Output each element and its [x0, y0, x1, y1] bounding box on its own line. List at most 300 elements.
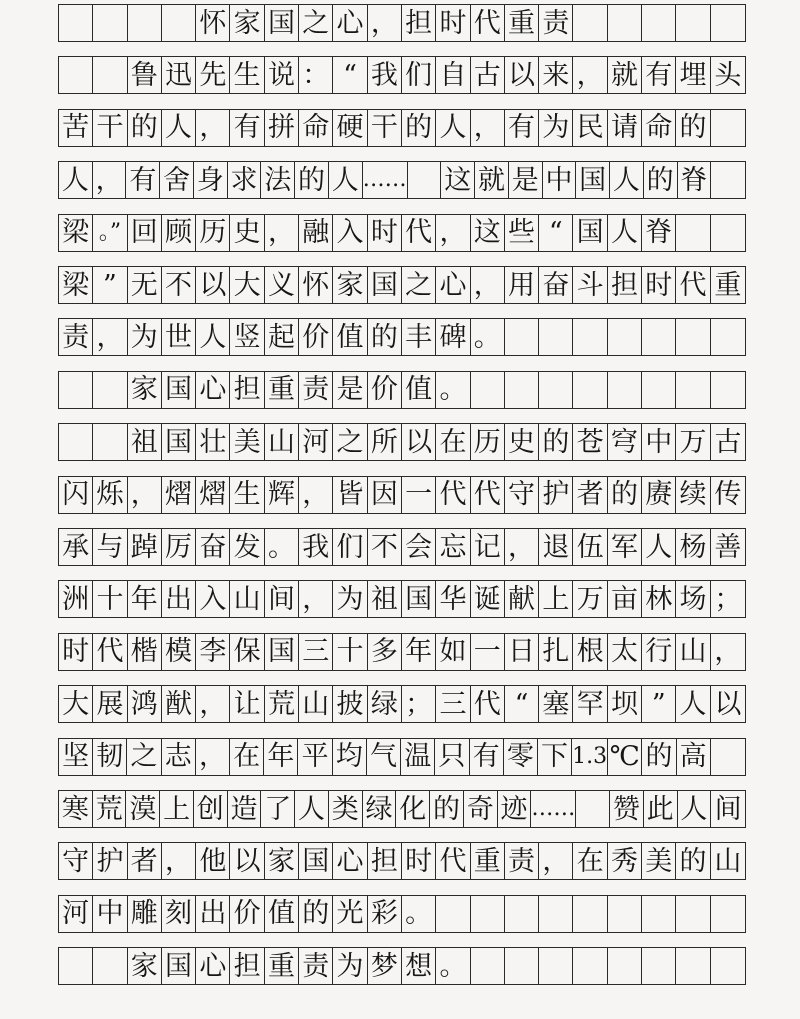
- grid-cell: 绿: [363, 791, 397, 827]
- grid-cell: 猷: [162, 686, 196, 722]
- grid-cell: 秀: [608, 843, 642, 879]
- grid-cell: 来: [539, 57, 573, 93]
- grid-cell: 顾: [162, 215, 196, 251]
- grid-cell: 想: [402, 948, 436, 984]
- grid-cell: 的: [676, 110, 710, 146]
- grid-cell: 责: [299, 948, 333, 984]
- grid-cell: 起: [265, 319, 299, 355]
- grid-cell: 人: [196, 319, 230, 355]
- grid-cell: 有: [470, 739, 504, 775]
- grid-cell: 彩: [368, 896, 402, 932]
- grid-cell: 以: [196, 267, 230, 303]
- grid-cell: [539, 896, 573, 932]
- grid-cell: [642, 372, 676, 408]
- grid-cell: 山: [265, 424, 299, 460]
- grid-cell: 国: [402, 581, 436, 617]
- grid-cell: 的: [430, 791, 464, 827]
- grid-cell: [642, 5, 676, 41]
- grid-cell: 护: [93, 843, 127, 879]
- grid-cell: [471, 896, 505, 932]
- grid-cell: 者: [573, 477, 607, 513]
- grid-cell: 之: [402, 267, 436, 303]
- grid-cell: [93, 948, 127, 984]
- grid-cell: 是: [509, 162, 543, 198]
- grid-cell: [59, 57, 93, 93]
- grid-cell: ，: [265, 215, 299, 251]
- grid-cell: 的: [368, 319, 402, 355]
- grid-cell: 韧: [93, 739, 127, 775]
- grid-row: [58, 528, 746, 566]
- grid-row: [58, 685, 746, 723]
- grid-cell: 人: [295, 791, 329, 827]
- grid-cell: 竖: [230, 319, 264, 355]
- grid-cell: 代: [471, 686, 505, 722]
- grid-cell: 家: [128, 372, 162, 408]
- grid-cell: 造: [228, 791, 262, 827]
- grid-cell: 雕: [128, 896, 162, 932]
- grid-cell: 国: [162, 372, 196, 408]
- grid-cell: 价: [299, 319, 333, 355]
- grid-cell: 人: [329, 162, 363, 198]
- grid-cell: 回: [128, 215, 162, 251]
- grid-cell: ：: [299, 57, 333, 93]
- grid-cell: 责: [505, 843, 539, 879]
- grid-cell: ℃: [608, 739, 642, 775]
- grid-cell: 家: [333, 267, 367, 303]
- grid-cell: 重: [505, 5, 539, 41]
- grid-cell: 所: [368, 424, 402, 460]
- grid-cell: 山: [676, 634, 710, 670]
- grid-cell: [711, 162, 745, 198]
- grid-cell: [539, 948, 573, 984]
- grid-cell: 人: [676, 686, 710, 722]
- grid-cell: 代: [471, 5, 505, 41]
- grid-cell: [59, 948, 93, 984]
- grid-cell: 干: [93, 110, 127, 146]
- grid-cell: “: [505, 686, 539, 722]
- grid-cell: [93, 57, 127, 93]
- grid-cell: 之: [333, 424, 367, 460]
- grid-cell: 这: [441, 162, 475, 198]
- grid-cell: [711, 215, 745, 251]
- grid-cell: 下: [538, 739, 572, 775]
- grid-cell: 重: [714, 269, 742, 301]
- grid-cell: 历: [196, 215, 230, 251]
- grid-cell: 责: [539, 5, 573, 41]
- grid-cell: 华: [436, 581, 470, 617]
- grid-cell: 退: [539, 529, 573, 565]
- grid-cell: 国: [265, 634, 299, 670]
- grid-cell: 国: [573, 215, 607, 251]
- grid-cell: 代: [93, 634, 127, 670]
- grid-cell: 传: [714, 479, 742, 511]
- grid-cell: 头: [714, 59, 742, 91]
- grid-cell: 斗: [573, 267, 607, 303]
- grid-cell: 值: [402, 372, 436, 408]
- grid-cell: 国: [576, 162, 610, 198]
- grid-cell: 一: [471, 634, 505, 670]
- grid-cell: ；: [714, 583, 742, 615]
- grid-cell: 脊: [678, 162, 712, 198]
- grid-cell: 在: [573, 843, 607, 879]
- grid-cell: 因: [368, 477, 402, 513]
- grid-cell: 命: [642, 110, 676, 146]
- grid-cell: [711, 5, 745, 41]
- grid-cell: [436, 896, 470, 932]
- grid-cell: 上: [539, 581, 573, 617]
- grid-cell: 闪: [59, 477, 93, 513]
- grid-cell: 出: [162, 581, 196, 617]
- grid-cell: 赓: [642, 477, 676, 513]
- grid-cell: 展: [93, 686, 127, 722]
- grid-cell: 山: [714, 845, 742, 877]
- grid-cell: 披: [333, 686, 367, 722]
- grid-cell: 重: [471, 843, 505, 879]
- grid-cell: 代: [676, 267, 710, 303]
- grid-cell: [608, 372, 642, 408]
- grid-cell: 年: [402, 634, 436, 670]
- grid-cell: 太: [608, 634, 642, 670]
- grid-cell: 荒: [93, 791, 127, 827]
- grid-cell: 国: [162, 424, 196, 460]
- grid-cell: 史: [230, 215, 264, 251]
- grid-cell: 国: [265, 5, 299, 41]
- grid-cell: 承: [59, 529, 93, 565]
- grid-cell: 奇: [464, 791, 498, 827]
- grid-cell: 自: [436, 57, 470, 93]
- grid-cell: 的: [676, 843, 710, 879]
- grid-cell: 在: [230, 739, 264, 775]
- grid-cell: 皆: [333, 477, 367, 513]
- grid-cell: 迅: [162, 57, 196, 93]
- grid-cell: 碑: [436, 319, 470, 355]
- grid-cell: [608, 948, 642, 984]
- grid-cell: 义: [265, 267, 299, 303]
- grid-cell: 我: [368, 57, 402, 93]
- grid-cell: 三: [436, 686, 470, 722]
- grid-cell: 河: [59, 896, 93, 932]
- grid-cell: 者: [128, 843, 162, 879]
- grid-cell: ”: [93, 267, 127, 303]
- grid-cell: 绿: [368, 686, 402, 722]
- grid-cell: 鲁: [128, 57, 162, 93]
- grid-cell: 鸿: [128, 686, 162, 722]
- grid-cell: 代: [471, 477, 505, 513]
- grid-cell: 均: [333, 739, 367, 775]
- grid-cell: 历: [471, 424, 505, 460]
- grid-cell: 国: [162, 948, 196, 984]
- grid-cell: 山: [299, 686, 333, 722]
- grid-cell: 发: [230, 529, 264, 565]
- grid-cell: [573, 372, 607, 408]
- grid-cell: 先: [196, 57, 230, 93]
- grid-cell: ，: [505, 529, 539, 565]
- grid-cell: 价: [230, 896, 264, 932]
- grid-cell: [676, 215, 710, 251]
- grid-cell: 熠: [196, 477, 230, 513]
- grid-cell: 代: [436, 843, 470, 879]
- grid-cell: 出: [196, 896, 230, 932]
- grid-row: [58, 214, 746, 252]
- grid-cell: 的: [539, 424, 573, 460]
- grid-cell: [573, 896, 607, 932]
- grid-cell: 伍: [573, 529, 607, 565]
- grid-cell: ，: [299, 581, 333, 617]
- grid-cell: 以: [402, 424, 436, 460]
- grid-cell: [162, 5, 196, 41]
- grid-cell: 心: [333, 843, 367, 879]
- grid-cell: 献: [505, 581, 539, 617]
- grid-cell: [573, 5, 607, 41]
- grid-cell: [642, 896, 676, 932]
- grid-cell: [59, 372, 93, 408]
- grid-cell: 不: [162, 267, 196, 303]
- grid-cell: ，: [196, 110, 230, 146]
- grid-cell: 。: [436, 372, 470, 408]
- grid-cell: 如: [436, 634, 470, 670]
- grid-cell: [711, 896, 745, 932]
- grid-cell: 了: [261, 791, 295, 827]
- grid-cell: ；: [402, 686, 436, 722]
- grid-cell: 人: [608, 215, 642, 251]
- grid-cell: 代: [436, 477, 470, 513]
- grid-cell: 有: [126, 162, 160, 198]
- grid-cell: 的: [642, 739, 676, 775]
- grid-cell: [505, 948, 539, 984]
- grid-cell: [539, 372, 573, 408]
- grid-row: [58, 580, 746, 618]
- grid-cell: 奋: [539, 267, 573, 303]
- grid-cell: 扎: [539, 634, 573, 670]
- grid-cell: 山: [230, 581, 264, 617]
- grid-cell: 塞: [539, 686, 573, 722]
- grid-cell: 寒: [59, 791, 93, 827]
- grid-cell: 的: [402, 110, 436, 146]
- grid-cell: [505, 319, 539, 355]
- grid-cell: 熠: [162, 477, 196, 513]
- grid-cell: 间: [265, 581, 299, 617]
- grid-cell: 融: [299, 215, 333, 251]
- grid-cell: 此: [644, 791, 678, 827]
- grid-cell: [408, 162, 442, 198]
- grid-cell: 三: [299, 634, 333, 670]
- grid-cell: 的: [644, 162, 678, 198]
- grid-cell: ，: [714, 636, 742, 668]
- grid-cell: 美: [642, 843, 676, 879]
- grid-cell: 亩: [608, 581, 642, 617]
- grid-cell: 志: [162, 739, 196, 775]
- grid-row: [58, 161, 746, 199]
- grid-row: [58, 318, 746, 356]
- grid-cell: [59, 5, 93, 41]
- grid-cell: 善: [714, 531, 742, 563]
- grid-cell: 场: [676, 581, 710, 617]
- grid-cell: 烁: [93, 477, 127, 513]
- grid-cell: 为: [539, 110, 573, 146]
- grid-cell: 古: [471, 57, 505, 93]
- grid-cell: 重: [265, 948, 299, 984]
- grid-cell: 生: [230, 57, 264, 93]
- grid-cell: [676, 5, 710, 41]
- grid-cell: 守: [505, 477, 539, 513]
- grid-cell: 之: [127, 739, 161, 775]
- grid-cell: 不: [368, 529, 402, 565]
- grid-cell: 人: [436, 110, 470, 146]
- grid-cell: ，: [368, 5, 402, 41]
- grid-cell: 代: [402, 215, 436, 251]
- grid-cell: 家: [128, 948, 162, 984]
- grid-cell: “: [539, 215, 573, 251]
- grid-cell: 干: [368, 110, 402, 146]
- grid-cell: 中: [642, 424, 676, 460]
- grid-cell: ，: [196, 739, 230, 775]
- grid-cell: 祖: [368, 581, 402, 617]
- grid-cell: [711, 948, 745, 984]
- grid-cell: 值: [333, 319, 367, 355]
- grid-cell: 就: [608, 57, 642, 93]
- grid-cell: 生: [230, 477, 264, 513]
- grid-row: [58, 266, 746, 304]
- grid-cell: 担: [368, 843, 402, 879]
- grid-cell: 有: [230, 110, 264, 146]
- grid-cell: 漠: [126, 791, 160, 827]
- grid-cell: 温: [401, 739, 435, 775]
- grid-cell: 一: [402, 477, 436, 513]
- grid-row: [58, 56, 746, 94]
- grid-cell: 中: [93, 896, 127, 932]
- grid-cell: 为: [333, 581, 367, 617]
- grid-cell: [93, 5, 127, 41]
- grid-cell: 命: [299, 110, 333, 146]
- grid-cell: 史: [505, 424, 539, 460]
- grid-cell: ，: [196, 686, 230, 722]
- grid-cell: 有: [642, 57, 676, 93]
- grid-cell: 荒: [265, 686, 299, 722]
- grid-cell: 行: [642, 634, 676, 670]
- grid-cell: 国: [299, 843, 333, 879]
- grid-cell: ”: [642, 686, 676, 722]
- grid-cell: 刻: [162, 896, 196, 932]
- grid-cell: 年: [264, 739, 298, 775]
- grid-row: [58, 790, 746, 828]
- grid-row: [58, 738, 746, 776]
- grid-cell: 担: [608, 267, 642, 303]
- grid-cell: 责: [59, 319, 93, 355]
- grid-cell: 们: [402, 57, 436, 93]
- grid-cell: 人: [162, 110, 196, 146]
- grid-cell: 。: [471, 319, 505, 355]
- grid-cell: 上: [160, 791, 194, 827]
- grid-cell: 埋: [676, 57, 710, 93]
- grid-cell: 用: [505, 267, 539, 303]
- grid-cell: 时: [436, 5, 470, 41]
- grid-cell: [573, 319, 607, 355]
- grid-cell: [59, 424, 93, 460]
- grid-cell: 林: [642, 581, 676, 617]
- grid-row: [58, 947, 746, 985]
- grid-cell: 拼: [265, 110, 299, 146]
- grid-cell: 守: [59, 843, 93, 879]
- grid-cell: 日: [505, 634, 539, 670]
- grid-cell: 脊: [642, 215, 676, 251]
- grid-row: [58, 423, 746, 461]
- grid-cell: ，: [128, 477, 162, 513]
- grid-cell: 民: [573, 110, 607, 146]
- grid-cell: 法: [261, 162, 295, 198]
- grid-cell: 人: [642, 529, 676, 565]
- grid-cell: [93, 372, 127, 408]
- grid-cell: ，: [299, 477, 333, 513]
- grid-cell: 的: [128, 110, 162, 146]
- grid-cell: 人: [678, 791, 712, 827]
- grid-cell: ……: [531, 791, 576, 827]
- grid-cell: 楷: [128, 634, 162, 670]
- grid-cell: 丰: [402, 319, 436, 355]
- grid-cell: 根: [573, 634, 607, 670]
- grid-cell: 。: [265, 529, 299, 565]
- grid-row: [58, 4, 746, 42]
- grid-cell: 值: [265, 896, 299, 932]
- grid-cell: 十: [333, 634, 367, 670]
- grid-cell: 类: [329, 791, 363, 827]
- grid-cell: [608, 319, 642, 355]
- grid-cell: ，: [471, 267, 505, 303]
- grid-cell: 奋: [196, 529, 230, 565]
- grid-cell: 美: [230, 424, 264, 460]
- grid-cell: 年: [128, 581, 162, 617]
- grid-cell: [676, 372, 710, 408]
- grid-cell: [505, 372, 539, 408]
- grid-cell: [576, 791, 610, 827]
- grid-cell: 些: [505, 215, 539, 251]
- grid-cell: 家: [230, 5, 264, 41]
- grid-cell: 的: [608, 477, 642, 513]
- grid-cell: 的: [299, 896, 333, 932]
- grid-cell: 家: [265, 843, 299, 879]
- grid-cell: 请: [608, 110, 642, 146]
- grid-row: [58, 633, 746, 671]
- grid-cell: 诞: [471, 581, 505, 617]
- grid-cell: 古: [714, 426, 742, 458]
- grid-cell: 万: [676, 424, 710, 460]
- grid-row: [58, 109, 746, 147]
- grid-cell: ，: [471, 110, 505, 146]
- grid-cell: [128, 5, 162, 41]
- grid-cell: 忘: [436, 529, 470, 565]
- grid-cell: 他: [196, 843, 230, 879]
- grid-cell: [711, 110, 745, 146]
- grid-cell: 这: [471, 215, 505, 251]
- grid-cell: 零: [504, 739, 538, 775]
- grid-cell: 大: [59, 686, 93, 722]
- grid-cell: 世: [162, 319, 196, 355]
- grid-cell: 心: [196, 372, 230, 408]
- grid-cell: 以: [505, 57, 539, 93]
- grid-cell: [471, 948, 505, 984]
- grid-cell: 记: [471, 529, 505, 565]
- grid-cell: 的: [295, 162, 329, 198]
- grid-cell: 壮: [196, 424, 230, 460]
- grid-cell: 赞: [610, 791, 644, 827]
- grid-cell: 祖: [128, 424, 162, 460]
- grid-cell: 担: [230, 948, 264, 984]
- grid-cell: 。: [402, 896, 436, 932]
- grid-cell: 保: [230, 634, 264, 670]
- grid-cell: 为: [128, 319, 162, 355]
- grid-cell: 有: [505, 110, 539, 146]
- grid-cell: “: [333, 57, 367, 93]
- grid-cell: [711, 319, 745, 355]
